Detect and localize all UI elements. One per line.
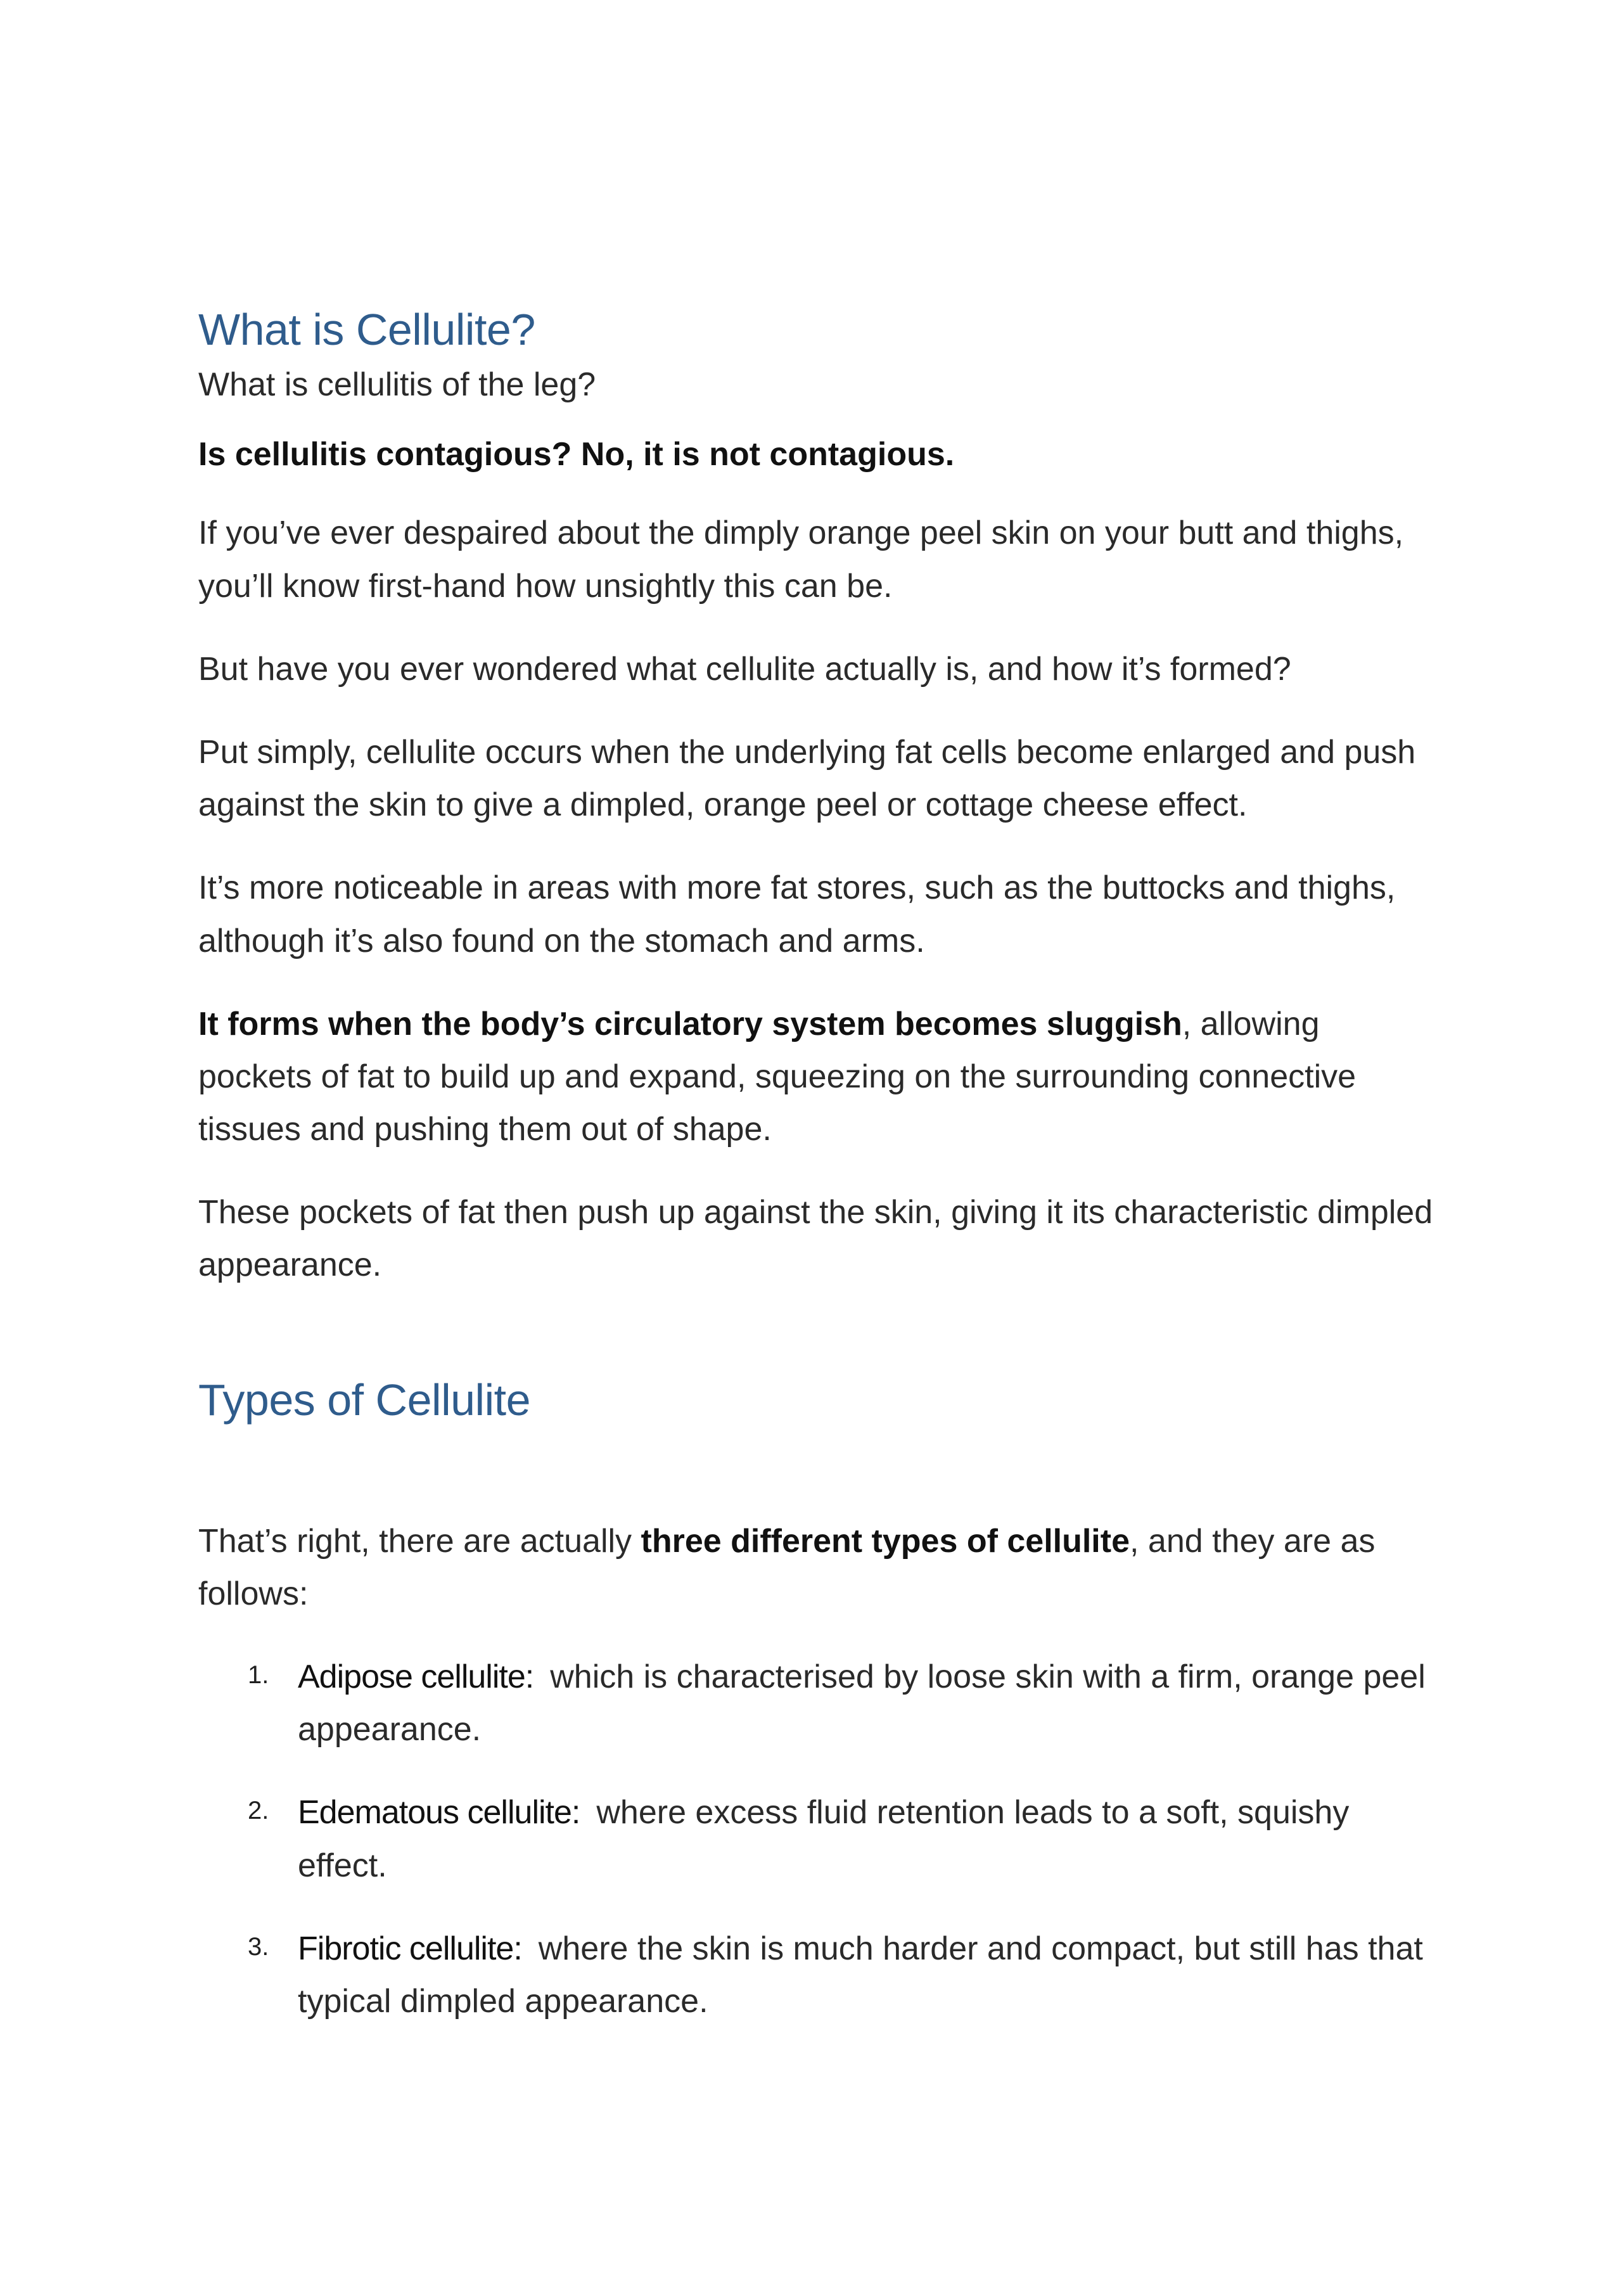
- paragraph-fat-cells: Put simply, cellulite occurs when the underlying fat cells become enlarged and push against the skin to give a dimpled, orange peel or cottage cheese effect.: [198, 733, 1416, 824]
- type-term: Fibrotic cellulite:: [298, 1930, 522, 1967]
- subtitle-question: What is cellulitis of the leg?: [198, 366, 596, 403]
- list-number: 3.: [248, 1932, 269, 1961]
- contagious-statement: Is cellulitis contagious? No, it is not contagious.: [198, 436, 955, 473]
- list-item-fibrotic: [198, 1923, 1440, 2028]
- circulatory-bold-phrase: It forms when the body’s circulatory system becomes sluggish: [198, 1005, 1182, 1042]
- circulatory-rest-text: , allowing pockets of fat to build up and expand, squeezing on the surrounding connective tissues and pushing them out of shape.: [198, 1005, 1357, 1148]
- list-item-edematous: [198, 1786, 1440, 1892]
- types-intro-before: That’s right, there are actually: [198, 1522, 641, 1560]
- list-number: 2.: [248, 1797, 269, 1825]
- type-description: where excess fluid retention leads to a soft, squishy effect.: [298, 1794, 1350, 1884]
- types-intro-bold: three different types of cellulite: [641, 1522, 1130, 1560]
- type-term: Edematous cellulite:: [298, 1794, 580, 1831]
- type-description: which is characterised by loose skin with a firm, orange peel appearance.: [298, 1658, 1426, 1748]
- paragraph-dimpled-appearance: These pockets of fat then push up against the skin, giving it its characteristic dimpled appearance.: [198, 1194, 1433, 1284]
- types-intro-after: , and they are as follows:: [198, 1522, 1376, 1612]
- section-title-what-is-cellulite: What is Cellulite?: [198, 305, 535, 354]
- section-title-types-of-cellulite: Types of Cellulite: [198, 1375, 531, 1425]
- cellulite-types-list: [198, 1651, 1440, 2028]
- type-description: where the skin is much harder and compact, but still has that typical dimpled appearance.: [298, 1930, 1423, 2020]
- type-term: Adipose cellulite:: [298, 1658, 534, 1695]
- paragraph-what-is-cellulite: But have you ever wondered what cellulite actually is, and how it’s formed?: [198, 650, 1291, 688]
- paragraph-circulatory-system: [198, 998, 1440, 1157]
- document-body: [198, 303, 1440, 2058]
- paragraph-orange-peel: If you’ve ever despaired about the dimply orange peel skin on your butt and thighs, you’ll know first-hand how unsightly this can be.: [198, 515, 1404, 605]
- paragraph-fat-stores: It’s more noticeable in areas with more fat stores, such as the buttocks and thighs, although it’s also found on the stomach and arms.: [198, 869, 1396, 959]
- list-number: 1.: [248, 1661, 269, 1689]
- types-intro-paragraph: [198, 1515, 1440, 1620]
- list-item-adipose: [198, 1651, 1440, 1756]
